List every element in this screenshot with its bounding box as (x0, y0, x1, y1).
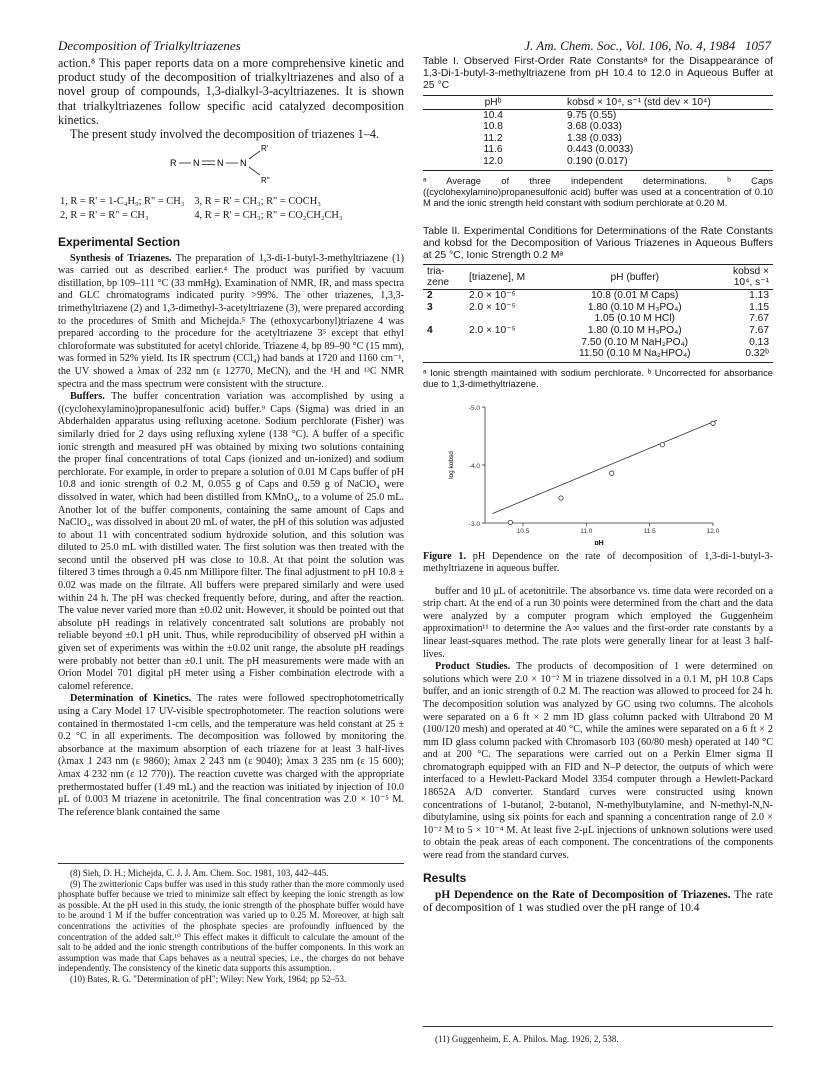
table-2-row (423, 325, 773, 337)
table-2-header: tria-zene (423, 265, 465, 290)
x-tick-label: 10.5 (516, 527, 530, 535)
table-2-triazene-cell: 2 (427, 290, 433, 302)
footnotes-left (58, 863, 404, 985)
y-axis-label: log kobsd (448, 450, 455, 479)
data-point-0 (508, 520, 512, 524)
buffers-paragraph (58, 391, 404, 693)
table-2-ph-cell: 11.50 (0.10 M Na₂HPO₄) (546, 348, 725, 362)
table-2-row (423, 348, 773, 362)
table-2-ph-cell: 1.80 (0.10 M H₃PO₄) (587, 301, 682, 313)
table-2-conc-cell (465, 337, 546, 349)
table-1-header: kobsd × 10⁴, s⁻¹ (std dev × 10⁴) (563, 95, 773, 109)
struct-r-double-prime: R" (261, 176, 270, 186)
buffers-text: The buffer concentration variation was accomplished by using a ((cyclohexylamino)propanesulfonic acid) buffer.⁹ Caps (Sigma) was dried in an Abderhalden apparatus using refluxing acetone. Sodium perchlorate (Fisher) was similarly dried for 2 days using refluxing xylene (138 °C). A buffer of a specific ionic strength and measured pH was obtained by mixing two solutions containing the proper final concentrations of total Caps (ionized and un-ionized) and sodium perchlorate. For example, in order to prepare a solution of 0.01 M Caps buffer of pH 10.8 and ionic strength of 0.2 M, 0.055 g of Caps and 0.59 g of NaClO₄ were dissolved in water, which had been distilled from KMnO₄, to a volume of 25.0 mL. Another lot of the buffer components, containing the same amount of Caps and NaClO₄, was dissolved in about 20 mL of water, the pH of this solution was adjusted to about 11 with concentrated sodium hydroxide solution, and this solution was diluted to 25.0 mL with distilled water. The first solution was then treated with the second until the observed pH was close to 10.8. At that point the solution was filtered 3 times through a 0.45 nm Millipore filter. The final adjustment to pH 10.8 ± 0.02 was made on the filtrate. All buffers were prepared similarly and were used within 24 h. The pH was checked frequently before, during, and after the reaction. The value never varied more than ±0.02 unit. However, it should be pointed out that absolute pH readings in relatively concentrated salt solutions are probably not reliable beyond ±0.1 pH unit. Thus, while reproducibility of observed pH within a given set of experiments was within the ±0.02 unit range, the absolute pH readings were probably not better than ±0.1 unit. The pH measurements were made with an Orion Model 701 digital pH meter using a Fisher combination electrode with a calomel reference. (58, 391, 404, 692)
x-tick-label: 11.0 (580, 527, 593, 535)
run-in-head: Synthesis of Triazenes. (70, 252, 172, 264)
table-2-header: kobsd × 10⁴, s⁻¹ (724, 265, 773, 290)
table-1-k-cell: 0.190 (0.017) (563, 156, 773, 170)
product-text: The products of decomposition of 1 were determined on solutions which were 2.0 × 10⁻² M in triazene dissolved in a 0.1 M, pH 10.8 Caps buffer, and an ionic strength of 0.2 M. The reaction was allowed to proceed for 24 h. The decomposition solution was analyzed by GC using two columns. The alcohols were separated on a 6 ft × 2 mm ID glass column packed with Ultrabond 20 M (100/120 mesh) and operated at 40 °C, while the amines were separated on a 6 ft × 2 mm ID glass column packed with Chromasorb 103 (60/80 mesh) operated at 140 °C and at 200 °C. The separations were carried out on a Perkin Elmer sigma II chromatograph equipped with an FID and N–P detector, the outputs of which were interfaced to a Hewlett-Packard Model 3354 computer through a Hewlett-Packard 18652A A/D converter. Standard curves were constructed using known concentrations of 1-butanol, 2-butanol, N-methylbutylamine, and N-methyl-N,N-dibutylamine, using six points for each and spanning a concentration range of 2.0 × 10⁻² M to 5 × 10⁻⁴ M. At least five 2-μL injections of unknown solutions were used to obtain the peak areas of each component. The concentrations of the components were read from the standard curves. (423, 661, 773, 862)
table-2-k-cell: 1.13 (749, 290, 769, 302)
table-2-k-cell: 0.13 (749, 336, 769, 348)
table-1 (423, 95, 773, 171)
table-2-ph-cell: 7.50 (0.10 M NaH₂PO₄) (581, 336, 689, 348)
table-2-k-cell: 7.67 (749, 324, 769, 336)
journal-citation: J. Am. Chem. Soc., Vol. 106, No. 4, 1984 (524, 38, 736, 53)
ph-dependence-paragraph (423, 889, 773, 916)
struct-n1: N (193, 158, 200, 169)
run-in-head: Determination of Kinetics. (70, 693, 192, 705)
footnote-10: (10) Bates, R. G. "Determination of pH"; Wiley: New York, 1964; pp 52–53. (70, 973, 347, 984)
page-number: 1057 (745, 38, 771, 53)
table-2-conc-cell: 2.0 × 10⁻⁵ (469, 301, 516, 313)
right-column (423, 56, 773, 915)
table-2-conc-cell (465, 348, 546, 362)
table-2 (423, 264, 773, 363)
table-2-k-cell: 1.15 (749, 301, 769, 313)
struct-r-prime: R' (261, 144, 269, 154)
table-1-ph-cell: 11.6 (483, 144, 503, 156)
intro-paragraph: action.⁸ This paper reports data on a more comprehensive kinetic and product study of the decomposition of trialkyltriazenes and also of a novel group of compounds, 1,3-dialkyl-3-acyltriazenes. It is shown that trialkyltriazenes follow specific acid catalyzed decomposition kinetics. (58, 56, 404, 127)
footnote-8: (8) Sieh, D. H.; Michejda, C. J. J. Am. Chem. Soc. 1981, 103, 442–445. (70, 868, 329, 878)
table-2-k-cell: 7.67 (749, 313, 769, 325)
run-in-head: Product Studies. (435, 661, 511, 673)
table-2-ph-cell: 1.80 (0.10 M H₃PO₄) (587, 324, 682, 336)
table-2-header: pH (buffer) (546, 265, 725, 290)
run-in-head: Buffers. (70, 391, 105, 403)
table-1-row (423, 133, 773, 145)
table-1-footnote: ᵃ Average of three independent determinations. ᵇ Caps ((cyclohexylamino)propanesulfonic acid) buffer was used at a concentration of 0.10 M and the ionic strength held constant with sodium perchlorate at 0.20 M. (423, 174, 773, 208)
kinetics-paragraph (58, 693, 404, 819)
footnotes-right (423, 1026, 773, 1046)
footnote-11: (11) Guggenheim, E. A. Philos. Mag. 1926, 2, 538. (435, 1034, 619, 1044)
table-1-ph-cell: 10.8 (483, 121, 503, 133)
table-2-conc-cell: 2.0 × 10⁻⁵ (469, 290, 516, 302)
figure-label: Figure 1. (423, 550, 467, 562)
table-2-ph-cell: 1.05 (0.10 M HCl) (594, 313, 675, 325)
table-1-row (423, 144, 773, 156)
ph-rate-chart (423, 395, 773, 545)
table-2-ph-cell: 10.8 (0.01 M Caps) (591, 290, 679, 302)
y-tick-label: -3.0 (468, 520, 480, 528)
x-tick-label: 11.5 (643, 527, 656, 535)
triazene-structure-drawing (58, 141, 404, 191)
table-2-k-cell: 0.32ᵇ (724, 348, 773, 362)
fit-line (492, 420, 717, 513)
running-header-right (524, 38, 771, 54)
table-1-ph-cell: 11.2 (483, 132, 503, 144)
triazene-structure (58, 141, 404, 191)
compound-2: 2, R = R' = R" = CH₃ (60, 210, 149, 222)
table-1-k-cell: 9.75 (0.55) (567, 109, 617, 121)
section-heading-results: Results (423, 870, 467, 885)
table-2-triazene-cell: 4 (427, 324, 433, 336)
struct-r: R (170, 158, 177, 169)
x-axis-label: pH (594, 539, 604, 545)
figure-1 (423, 395, 773, 545)
table-2-triazene-cell (423, 313, 465, 325)
table-2-row (423, 337, 773, 349)
table-1-ph-cell: 12.0 (423, 156, 563, 170)
data-point-2 (609, 471, 613, 475)
struct-n3: N (240, 158, 247, 169)
table-2-conc-cell: 2.0 × 10⁻⁵ (469, 324, 516, 336)
table-1-row (423, 109, 773, 121)
struct-n2: N (217, 158, 224, 169)
compound-list (58, 194, 353, 224)
kinetics-text: The rates were followed spectrophotometrically using a Cary Model 17 UV-visible spectrophotometer. The reaction solutions were contained in thermostated 1-cm cells, and the temperature was held constant at 25 ± 0.2 °C in all experiments. The decomposition was followed by monitoring the absorbance at the maximum absorption of each triazene for at least 3 half-lives (λmax 1 243 nm (ε 9860); λmax 2 243 nm (ε 9040); λmax 3 235 nm (ε 15 600); λmax 4 232 nm (ε 12 770)). The reaction cuvette was charged with the appropriate prethermostated buffer (1.49 mL) and the reaction was initiated by injection of 10.0 μL of 0.003 M triazene in acetonitrile. The final concentration was 2.0 × 10⁻⁵ M. The reference blank contained the same (58, 693, 404, 818)
table-2-triazene-cell: 3 (427, 301, 433, 313)
continued-paragraph: buffer and 10 μL of acetonitrile. The absorbance vs. time data were recorded on a strip chart. At the end of a run 30 points were determined from the chart and the data were analyzed by a computer program which employed the Guggenheim approximation¹¹ to determine the A∞ values and the first-order rate constants by a linear least-squares method. The rate plots were generally linear for at least 3 half-lives. (423, 585, 773, 660)
synthesis-text: The preparation of 1,3-di-1-butyl-3-methyltriazene (1) was carried out as described earlier.⁴ The product was purified by vacuum distillation, bp 109–111 °C (33 mmHg). Examination of NMR, IR, and mass spectra and GLC chromatograms indicated purity >99%. The other triazenes, 1,3,3-trimethyltriazene (2) and 1,3-dimethyl-3-acetyltriazene (3), were prepared according to the procedures of Smith and Michejda.⁵ The (ethoxycarbonyl)triazene 4 was prepared according to the procedure for the acetyltriazene 3⁵ except that ethyl chloroformate was substituted for acetyl chloride. Triazene 4, bp 89–90 °C (15 mm), was formed in 52% yield. Its IR spectrum (CCl₄) had bands at 1720 and 1160 cm⁻¹, the UV showed a λmax of 232 nm (ε 12770, MeCN), and the ¹H and ¹³C NMR spectra and the mass spectrum were consistent with the structure. (58, 252, 405, 390)
table-2-triazene-cell (423, 348, 465, 362)
left-column (58, 56, 404, 819)
product-paragraph (423, 661, 773, 863)
figure-caption-text: pH Dependence on the rate of decomposition of 1,3-di-1-butyl-3-methyltriazene in aqueous buffer. (423, 550, 773, 575)
section-heading-experimental: Experimental Section (58, 234, 181, 249)
table-2-footnote: ᵃ Ionic strength maintained with sodium perchlorate. ᵇ Uncorrected for absorbance due to 1,3-dimethyltriazene. (423, 366, 773, 389)
table-1-caption: Table I. Observed First-Order Rate Constantsᵃ for the Disappearance of 1,3-Di-1-butyl-3-methyltriazene from pH 10.4 to 12.0 in Aqueous Buffer at 25 °C (423, 56, 773, 92)
run-in-head: pH Dependence on the Rate of Decomposition of Triazenes. (435, 888, 731, 901)
ph-dependence-text: The rate of decomposition of 1 was studied over the pH range of 10.4 (423, 888, 773, 915)
y-tick-label: -5.0 (468, 404, 480, 412)
table-1-row (423, 156, 773, 170)
x-tick-label: 12.0 (706, 527, 720, 535)
data-point-3 (660, 442, 664, 446)
data-point-1 (559, 496, 563, 500)
table-2-conc-cell (465, 313, 546, 325)
compound-4: 4, R = R' = CH₃; R" = CO₂CH₂CH₃ (194, 210, 343, 222)
footnote-9: (9) The zwitterionic Caps buffer was used in this study rather than the more commonly used phosphate buffer because we tried to minimize salt effect by keeping the ionic strength as low as possible. At the pH used in this study, the ionic strength of the phosphate buffer would have to be around 1 M if the buffer concentration was varied up to 0.25 M. Moreover, at high salt concentrations the activities of the phosphate species are profoundly influenced by the concentration of the added salt.¹⁰ This effect makes it difficult to calculate the amount of the salt to be added and the ionic strength contributions of the buffer components. In this work an assumption was made that Caps behaves as a neutral species, i.e., the charges do not behave independently. The consistency of the kinetic data supports this assumption. (58, 878, 404, 974)
running-header-left: Decomposition of Trialkyltriazenes (58, 38, 241, 53)
table-1-row (423, 121, 773, 133)
compound-1: 1, R = R' = 1-C₄H₉; R" = CH₃ (60, 196, 185, 208)
table-2-row (423, 302, 773, 314)
data-point-4 (711, 421, 715, 425)
table-1-k-cell: 0.443 (0.0033) (567, 144, 634, 156)
table-2-header: [triazene], M (465, 265, 546, 290)
y-tick-label: -4.0 (468, 462, 480, 470)
table-2-triazene-cell (423, 337, 465, 349)
table-2-row (423, 290, 773, 302)
figure-1-caption (423, 551, 773, 576)
table-1-ph-cell: 10.4 (483, 109, 503, 121)
table-1-k-cell: 3.68 (0.033) (567, 121, 622, 133)
table-1-k-cell: 1.38 (0.033) (567, 132, 622, 144)
table-2-row (423, 313, 773, 325)
intro-paragraph-2: The present study involved the decomposition of triazenes 1–4. (70, 127, 380, 142)
table-1-header: pHᵇ (423, 95, 563, 109)
synthesis-paragraph (58, 253, 404, 392)
compound-3: 3, R = R' = CH₃; R" = COCH₃ (194, 196, 321, 208)
table-2-caption: Table II. Experimental Conditions for Determinations of the Rate Constants and kobsd for the Decomposition of Various Triazenes in Aqueous Buffers at 25 °C, Ionic Strength 0.2 Mᵃ (423, 225, 773, 261)
